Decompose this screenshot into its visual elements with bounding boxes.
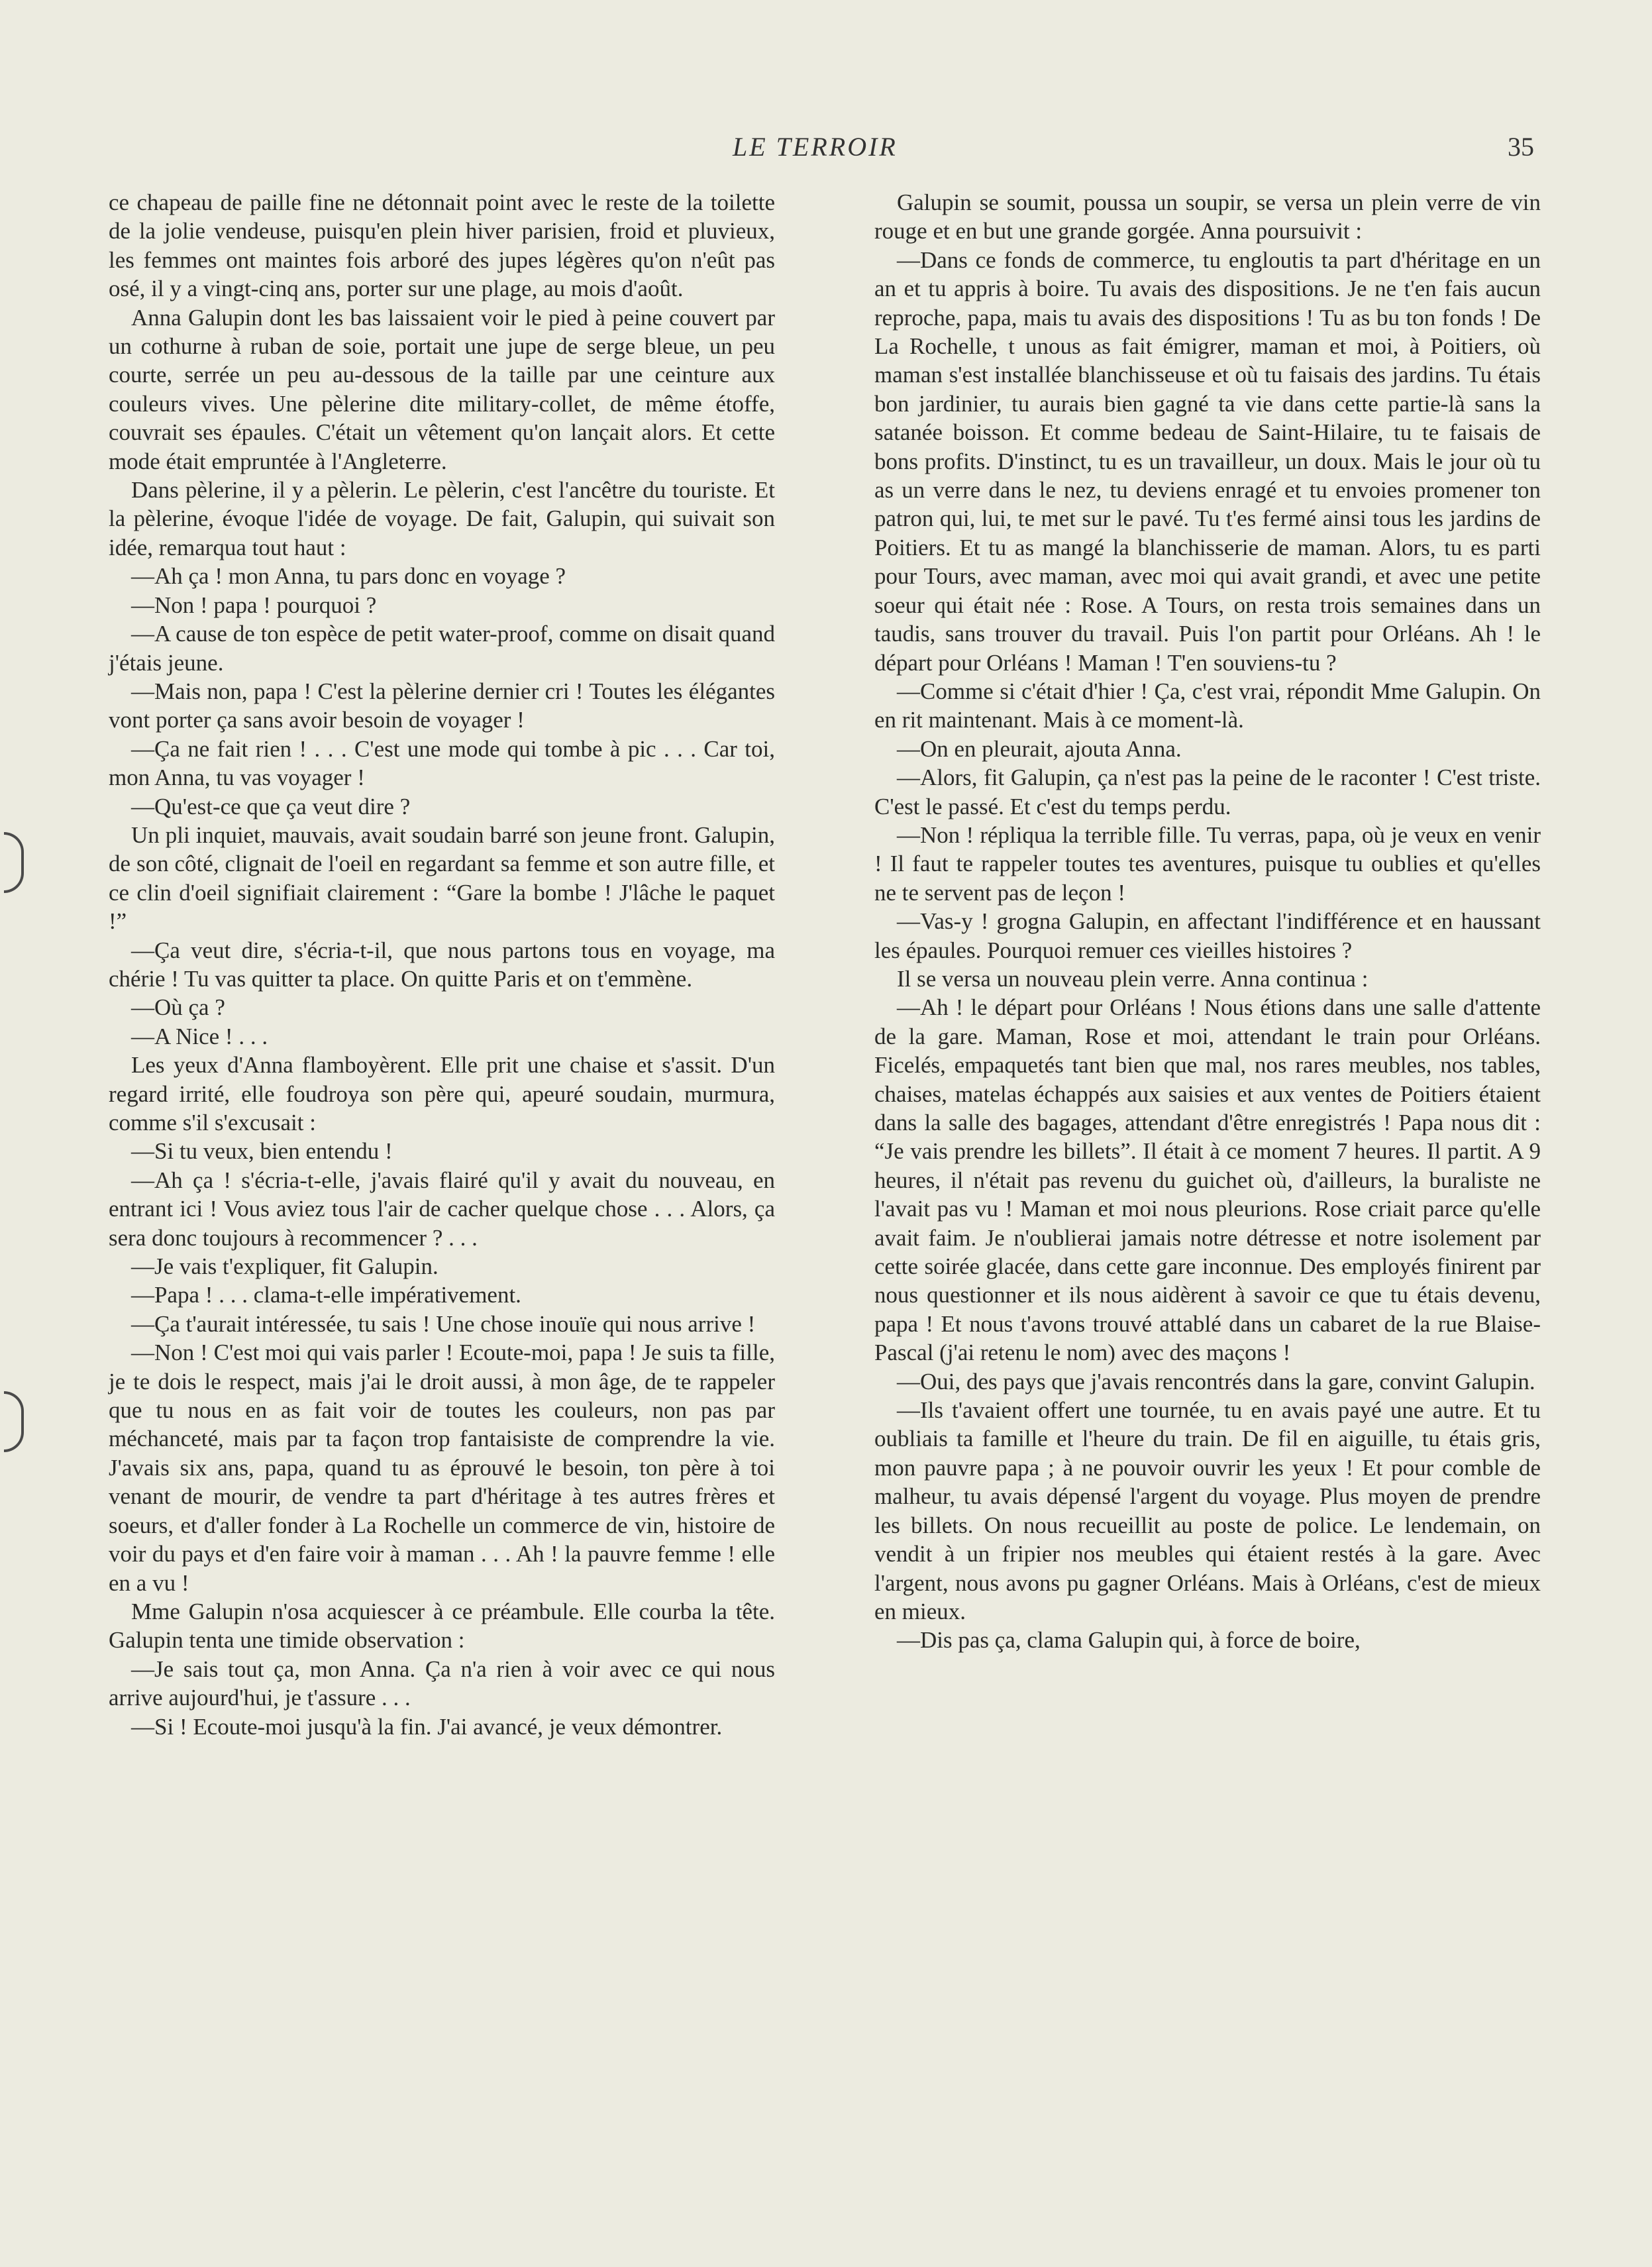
paragraph: —Non ! répliqua la terrible fille. Tu verras, papa, où je veux en venir ! Il faut te rappeler toutes tes aventures, puisque tu oublies et qu'elles ne te servent pas de leçon ! [874,821,1541,906]
paragraph: —Si tu veux, bien entendu ! [131,1138,393,1165]
paragraph: —Dans ce fonds de commerce, tu engloutis ta part d'héritage en un an et tu appris à boire. Tu avais des dispositions. Je ne t'en fais aucun reproche, papa, mais tu avais des dispositions ! Tu as bu ton fonds ! De La Rochelle, t unous as fait émigrer, maman et moi, à Poitiers, où maman s'est installée blanchisseuse et où tu faisais des jardins. Tu étais bon jardinier, tu aurais bien gagné ta vie dans cette partie-là sans la satanée boisson. Et comme bedeau de Saint-Hilaire, tu te faisais de bons profits. D'instinct, tu es un travailleur, un doux. Mais le jour où tu as un verre dans le nez, tu deviens enragé et tu envoies promener ton patron qui, lui, te met sur le pavé. Tu t'es fermé ainsi tous les jardins de Poitiers. Et tu as mangé la blanchisserie de maman. Alors, tu es parti pour Tours, avec maman, avec moi qui avait grandi, et avec une petite soeur qui était née : Rose. A Tours, on resta trois semaines dans un taudis, sans trouver du travail. Puis l'on partit pour Orléans. Ah ! le départ pour Orléans ! Maman ! T'en souviens-tu ? [874,246,1541,676]
paragraph: —Oui, des pays que j'avais rencontrés dans la gare, convint Galupin. [897,1368,1535,1395]
paragraph: Galupin se soumit, poussa un soupir, se versa un plein verre de vin rouge et en but une grande gorgée. Anna poursuivit : [874,189,1541,244]
paragraph: —Qu'est-ce que ça veut dire ? [131,793,411,819]
paragraph: —Non ! C'est moi qui vais parler ! Ecoute-moi, papa ! Je suis ta fille, je te dois le respect, mais j'ai le droit aussi, à mon âge, de te rappeler que tu nous en as fait voir de toutes les couleurs, non pas par méchanceté, mais par ta façon trop fantaisiste de comprendre la vie. J'avais six ans, papa, quand tu as éprouvé le besoin, ton père à toi venant de mourir, de vendre ta part d'héritage à tes autres frères et soeurs, et d'aller fonder à La Rochelle un commerce de vin, histoire de voir du pays et d'en faire voir à maman . . . Ah ! la pauvre femme ! elle en a vu ! [109,1340,775,1596]
paragraph: —Si ! Ecoute-moi jusqu'à la fin. J'ai avancé, je veux démontrer. [131,1713,723,1740]
paragraph: —Je vais t'expliquer, fit Galupin. [131,1253,439,1280]
paragraph: Les yeux d'Anna flamboyèrent. Elle prit une chaise et s'assit. D'un regard irrité, elle foudroya son père qui, apeuré soudain, murmura, comme s'il s'excusait : [109,1052,775,1135]
paragraph: Dans pèlerine, il y a pèlerin. Le pèlerin, c'est l'ancêtre du touriste. Et la pèlerine, évoque l'idée de voyage. De fait, Galupin, qui suivait son idée, remarqua tout haut : [109,477,775,560]
paragraph: —Alors, fit Galupin, ça n'est pas la peine de le raconter ! C'est triste. C'est le passé. Et c'est du temps perdu. [874,764,1541,819]
paragraph: Mme Galupin n'osa acquiescer à ce préambule. Elle courba la tête. Galupin tenta une timide observation : [109,1598,775,1654]
paragraph: —A Nice ! . . . [131,1023,268,1049]
paragraph: —Je sais tout ça, mon Anna. Ça n'a rien à voir avec ce qui nous arrive aujourd'hui, je t'assure . . . [109,1656,775,1711]
page-number: 35 [1508,132,1534,162]
paragraph: —On en pleurait, ajouta Anna. [897,735,1182,762]
paragraph: —Vas-y ! grogna Galupin, en affectant l'indifférence et en haussant les épaules. Pourquoi remuer ces vieilles histoires ? [874,908,1541,963]
page-header [0,131,1652,171]
paragraph: —A cause de ton espèce de petit water-proof, comme on disait quand j'étais jeune. [109,621,775,676]
paragraph: —Ça veut dire, s'écria-t-il, que nous partons tous en voyage, ma chérie ! Tu vas quitter ta place. On quitte Paris et on t'emmène. [109,937,775,992]
paragraph: —Papa ! . . . clama-t-elle impérativement. [131,1282,521,1308]
paragraph: —Dis pas ça, clama Galupin qui, à force de boire, [897,1627,1361,1654]
paragraph: Il se versa un nouveau plein verre. Anna continua : [897,965,1368,992]
paragraph: —Ça ne fait rien ! . . . C'est une mode qui tombe à pic . . . Car toi, mon Anna, tu vas voyager ! [109,735,775,791]
paragraph: —Non ! papa ! pourquoi ? [131,592,377,618]
paragraph: ce chapeau de paille fine ne détonnait point avec le reste de la toilette de la jolie vendeuse, puisqu'en plein hiver parisien, froid et pluvieux, les femmes ont maintes fois arboré des jupes légères qu'on n'eût pas osé, il y a vingt-cinq ans, porter sur une plage, au mois d'août. [109,189,775,302]
running-title: LE TERROIR [733,132,898,162]
paragraph: Anna Galupin dont les bas laissaient voir le pied à peine couvert par un cothurne à ruban de soie, portait une jupe de serge bleue, un peu courte, serrée un peu au-dessous de la taille par une ceinture aux couleurs vives. Une pèlerine dite military-collet, de même étoffe, couvrait ses épaules. C'était un vêtement qu'on lançait alors. Et cette mode était empruntée à l'Angleterre. [109,304,775,474]
paragraph: —Où ça ? [131,994,225,1021]
paragraph: —Ah ! le départ pour Orléans ! Nous étions dans une salle d'attente de la gare. Maman, Rose et moi, attendant le train pour Orléans. Ficelés, empaquetés tant bien que mal, nos rares meubles, nos tables, chaises, matelas échappés aux saisies et aux ventes de Poitiers étaient dans la salle des bagages, attendant d'être enregistrés ! Papa nous dit : “Je vais prendre les billets”. Il était à ce moment 7 heures. Il partit. A 9 heures, il n'était pas revenu du guichet où, d'ailleurs, la buraliste ne l'avait pas vu ! Maman et moi nous pleurions. Rose criait parce qu'elle avait faim. Je n'oublierai jamais notre détresse et notre isolement par cette soirée glacée, dans cette gare inconnue. Des employés finirent par nous questionner et ils nous aidèrent à savoir ce que tu étais devenu, papa ! Et nous t'avons trouvé attablé dans un cabaret de la rue Blaise-Pascal (j'ai retenu le nom) avec des maçons ! [874,994,1541,1366]
paragraph: —Ah ça ! s'écria-t-elle, j'avais flairé qu'il y avait du nouveau, en entrant ici ! Vous aviez tous l'air de cacher quelque chose . . . Alors, ça sera donc toujours à recommencer ? . . . [109,1167,775,1251]
left-column [109,188,775,1741]
paragraph: —Ah ça ! mon Anna, tu pars donc en voyage ? [131,563,566,590]
right-column [874,188,1541,1655]
paragraph: —Ça t'aurait intéressée, tu sais ! Une chose inouïe qui nous arrive ! [131,1310,756,1337]
paragraph: —Ils t'avaient offert une tournée, tu en avais payé une autre. Et tu oubliais ta famille et l'heure du train. De fil en aiguille, tu étais gris, mon pauvre papa ; à ne pouvoir ouvrir les yeux ! Et pour comble de malheur, tu avais dépensé l'argent du voyage. Plus moyen de prendre les billets. On nous recueillit au poste de police. Le lendemain, on vendit à un fripier nos meubles qui étaient restés à la gare. Avec l'argent, nous avons pu gagner Orléans. Mais à Orléans, c'est de mieux en mieux. [874,1397,1541,1624]
paragraph: —Comme si c'était d'hier ! Ça, c'est vrai, répondit Mme Galupin. On en rit maintenant. Mais à ce moment-là. [874,678,1541,733]
binding-hole-mark [4,1391,24,1452]
binding-hole-mark [4,832,24,893]
paragraph: —Mais non, papa ! C'est la pèlerine dernier cri ! Toutes les élégantes vont porter ça sans avoir besoin de voyager ! [109,678,775,733]
paragraph: Un pli inquiet, mauvais, avait soudain barré son jeune front. Galupin, de son côté, clignait de l'oeil en regardant sa femme et son autre fille, et ce clin d'oeil signifiait clairement : “Gare la bombe ! J'lâche le paquet !” [109,821,775,935]
